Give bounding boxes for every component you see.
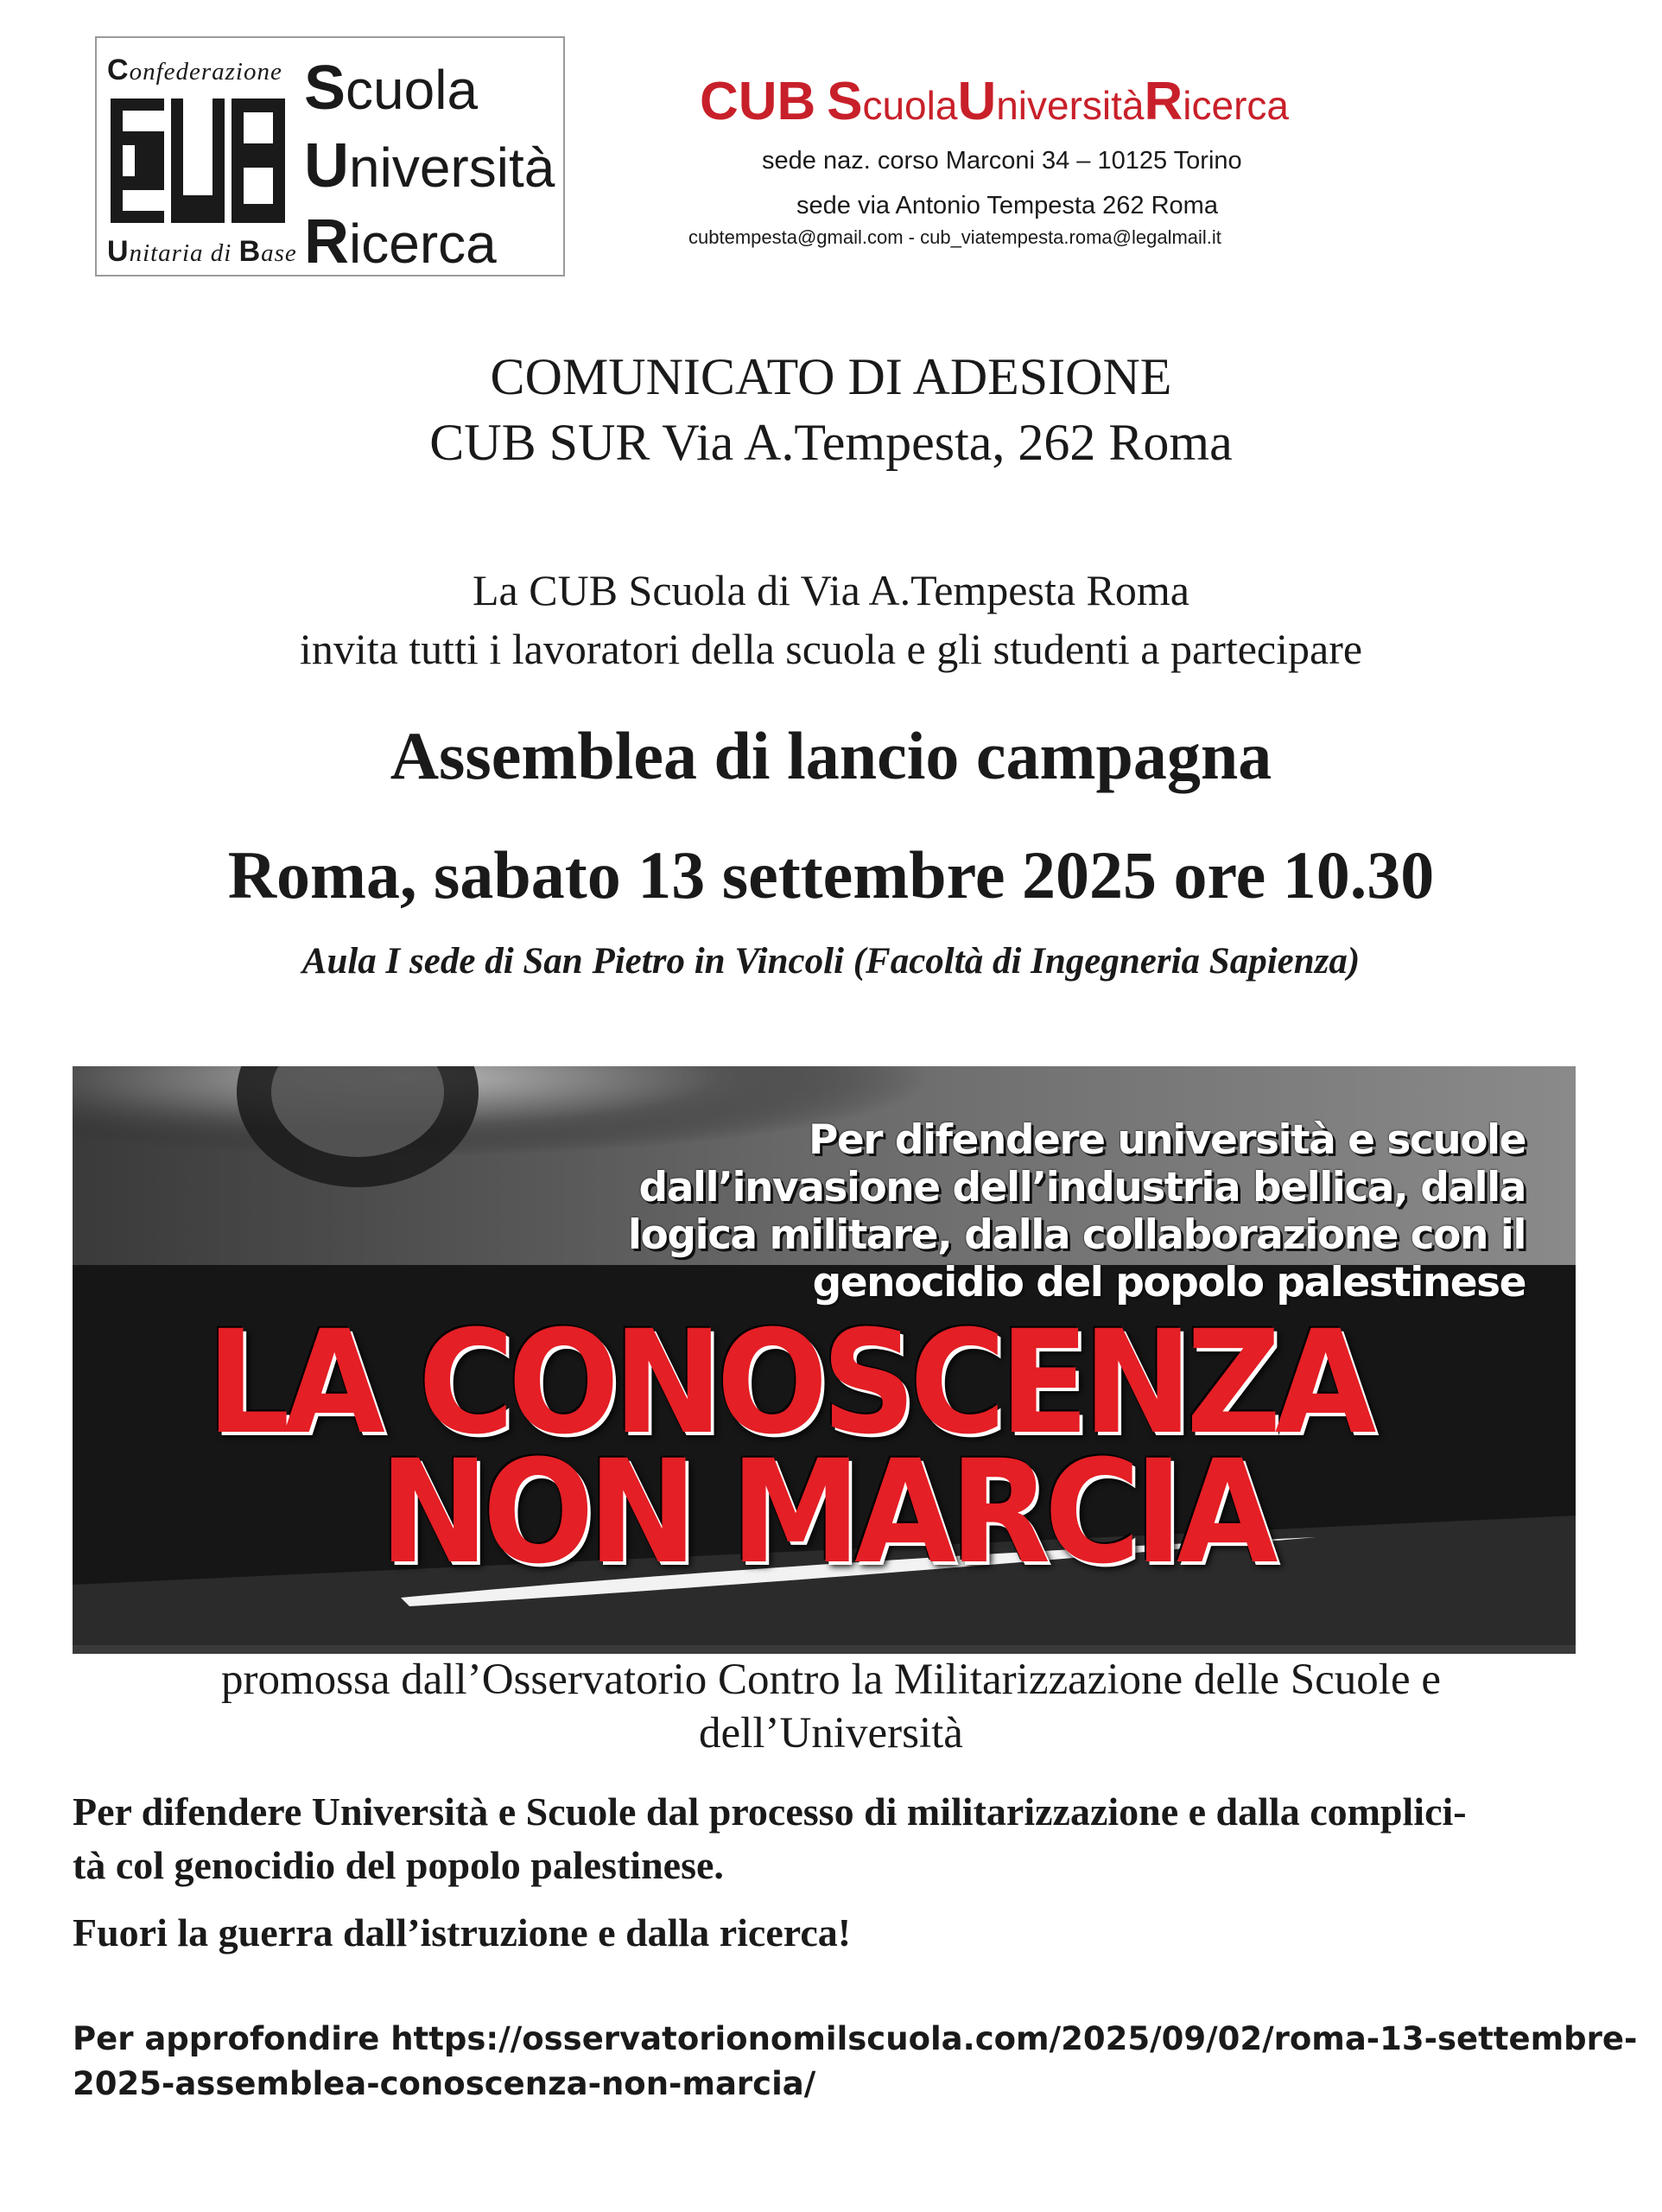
paragraph-line: tà col genocidio del popolo palestinese. <box>73 1843 724 1887</box>
approfondire-link[interactable] <box>73 2017 1638 2107</box>
cub-sur-logo <box>95 36 565 276</box>
logo-unitaria-di-base: Unitaria di Base <box>107 235 297 268</box>
header-sede-nazionale: sede naz. corso Marconi 34 – 10125 Torino <box>762 147 1242 175</box>
logo-confederazione: Confederazione <box>107 54 282 86</box>
banner-subtitle-line: Per difendere università e scuole <box>808 1116 1526 1164</box>
promossa-line-2: dell’Università <box>699 1709 963 1758</box>
sede-subtitle: CUB SUR Via A.Tempesta, 262 Roma <box>429 414 1233 471</box>
logo-word-scuola: Scuola <box>304 54 479 123</box>
paragraph-fuori-la-guerra: Fuori la guerra dall’istruzione e dalla ricerca! <box>73 1910 852 1955</box>
header-title: CUB ScuolaUniversitàRicerca <box>700 72 1290 131</box>
banner-headline-line-1: LA CONOSCENZA <box>206 1300 1370 1465</box>
assemblea-heading: Assemblea di lancio campagna <box>390 718 1272 793</box>
cub-logo-mark-icon <box>107 92 289 230</box>
approfondire-line[interactable]: 2025-assemblea-conoscenza-non-marcia/ <box>73 2065 816 2102</box>
event-date-heading: Roma, sabato 13 settembre 2025 ore 10.30 <box>227 837 1435 912</box>
comunicato-title: COMUNICATO DI ADESIONE <box>490 348 1172 405</box>
banner-subtitle-line: logica militare, dalla collaborazione con il <box>627 1211 1526 1259</box>
promossa-line-1: promossa dall’Osservatorio Contro la Militarizzazione delle Scuole e <box>221 1656 1441 1704</box>
campaign-banner-image <box>73 1066 1576 1654</box>
header-emails: cubtempesta@gmail.com - cub_viatempesta.roma@legalmail.it <box>688 226 1221 248</box>
logo-word-universita: Università <box>304 131 555 200</box>
paragraph-line: Per difendere Università e Scuole dal processo di militarizzazione e dalla complici- <box>73 1789 1467 1834</box>
event-location: Aula I sede di San Pietro in Vincoli (Facoltà di Ingegneria Sapienza) <box>301 941 1361 982</box>
banner-headline-line-2: NON MARCIA <box>379 1429 1272 1595</box>
approfondire-line[interactable]: Per approfondire https://osservatorionomilscuola.com/2025/09/02/roma-13-settembre- <box>73 2020 1638 2057</box>
intro-line-2: invita tutti i lavoratori della scuola e gli studenti a partecipare <box>299 625 1363 673</box>
banner-subtitle-line: genocidio del popolo palestinese <box>812 1259 1526 1306</box>
banner-subtitle-line: dall’invasione dell’industria bellica, dalla <box>638 1164 1526 1211</box>
banner-subtitle <box>628 1116 1526 1306</box>
paragraph-difendere <box>73 1785 1593 1892</box>
logo-word-ricerca: Ricerca <box>304 207 497 276</box>
intro-line-1: La CUB Scuola di Via A.Tempesta Roma <box>473 566 1189 614</box>
header-sede-roma: sede via Antonio Tempesta 262 Roma <box>796 192 1218 219</box>
